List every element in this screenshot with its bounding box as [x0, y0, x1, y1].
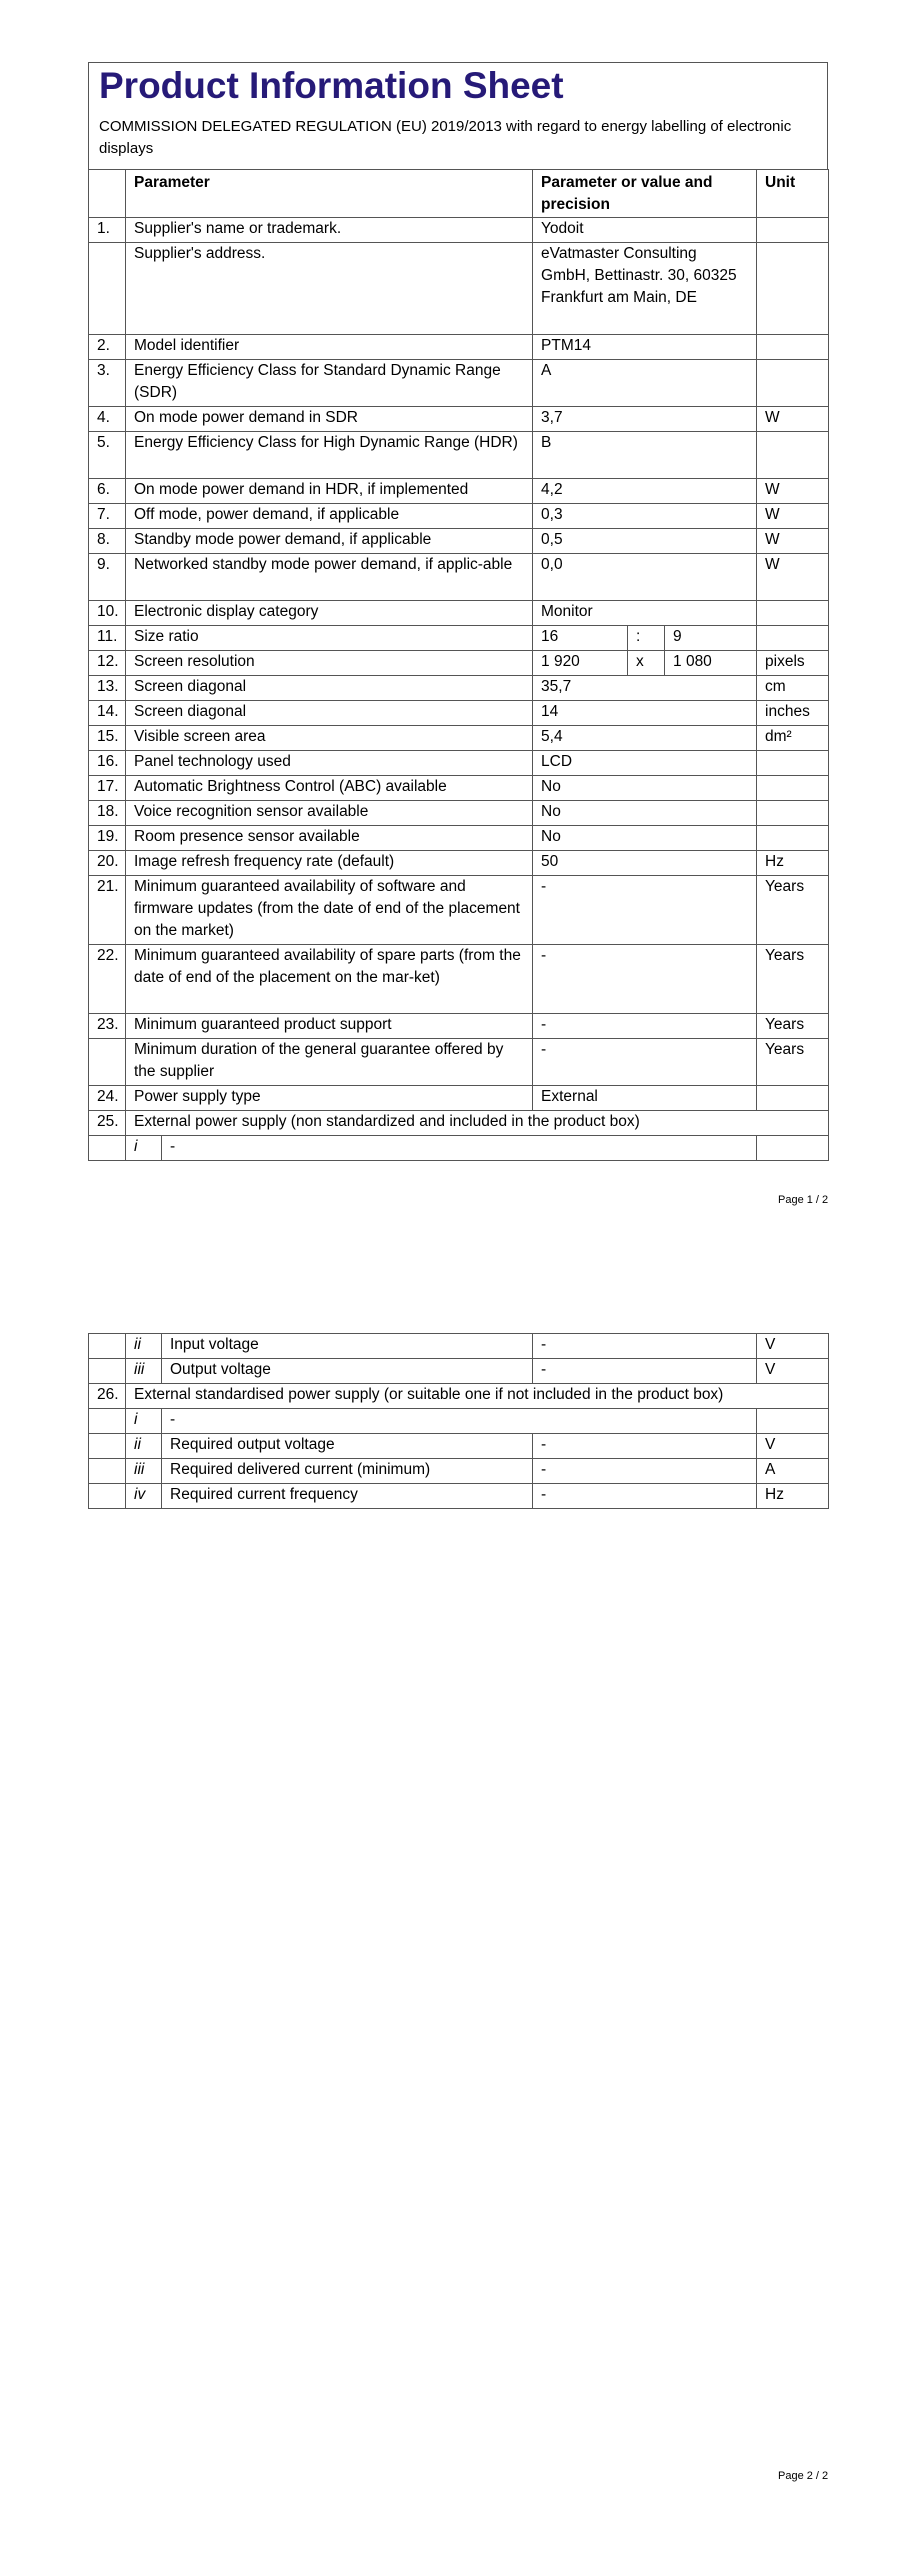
row-parameter: Energy Efficiency Class for Standard Dynamic Range (SDR): [126, 360, 533, 407]
row-value: -: [533, 1039, 757, 1086]
header-parameter: Parameter: [126, 170, 533, 218]
row-parameter: Supplier's name or trademark.: [126, 218, 533, 243]
row-value: Monitor: [533, 601, 757, 626]
row-value-a: 1 920: [533, 651, 628, 676]
header-unit: Unit: [757, 170, 829, 218]
row-unit: Years: [757, 1039, 829, 1086]
row-number-empty: [89, 1409, 126, 1434]
row-parameter: Room presence sensor available: [126, 826, 533, 851]
row-unit: [757, 218, 829, 243]
table-header-row: [89, 170, 829, 218]
row-number-empty: [89, 1459, 126, 1484]
row-unit: [757, 243, 829, 335]
table-row: [89, 1039, 829, 1086]
row-value: 0,3: [533, 504, 757, 529]
row-value: eVatmaster Consulting GmbH, Bettinastr. 30, 60325 Frankfurt am Main, DE: [533, 243, 757, 335]
row-unit: Hz: [757, 851, 829, 876]
row-unit: W: [757, 407, 829, 432]
table-row: [89, 554, 829, 601]
row-number: 8.: [89, 529, 126, 554]
row-unit: cm: [757, 676, 829, 701]
page-number: Page 2 / 2: [778, 2470, 829, 2482]
table-row: [89, 851, 829, 876]
table-row: [89, 945, 829, 1014]
row-number: 26.: [89, 1384, 126, 1409]
row-parameter: On mode power demand in HDR, if implemented: [126, 479, 533, 504]
table-row: [89, 676, 829, 701]
row-unit: [757, 360, 829, 407]
row-unit: Years: [757, 945, 829, 1014]
row-unit-empty: [757, 1136, 829, 1161]
table-row: [89, 701, 829, 726]
row-value: PTM14: [533, 335, 757, 360]
row-number-empty: [89, 1334, 126, 1359]
row-unit: pixels: [757, 651, 829, 676]
table-row: [89, 1086, 829, 1111]
row-parameter: Image refresh frequency rate (default): [126, 851, 533, 876]
sub-value: -: [162, 1136, 757, 1161]
row-value: -: [533, 1014, 757, 1039]
row-unit: V: [757, 1359, 829, 1384]
sub-index: ii: [126, 1434, 162, 1459]
row-parameter: Networked standby mode power demand, if applic-able: [126, 554, 533, 601]
row-parameter: Minimum guaranteed availability of spare parts (from the date of end of the placement on the mar-ket): [126, 945, 533, 1014]
row-number: 14.: [89, 701, 126, 726]
row-number-empty: [89, 1434, 126, 1459]
row-unit: [757, 801, 829, 826]
row-unit: W: [757, 479, 829, 504]
row-unit: [757, 751, 829, 776]
row-number: 12.: [89, 651, 126, 676]
row-parameter: Output voltage: [162, 1359, 533, 1384]
row-value: 35,7: [533, 676, 757, 701]
row-unit: dm²: [757, 726, 829, 751]
table-row: [89, 360, 829, 407]
table-row: [89, 432, 829, 479]
row-parameter: Size ratio: [126, 626, 533, 651]
row-value-b: 9: [665, 626, 757, 651]
row-value: 4,2: [533, 479, 757, 504]
row-parameter: Minimum guaranteed product support: [126, 1014, 533, 1039]
row-parameter: Off mode, power demand, if applicable: [126, 504, 533, 529]
table-row: [89, 504, 829, 529]
row-number: [89, 243, 126, 335]
row-number-empty: [89, 1484, 126, 1509]
row-parameter: Screen diagonal: [126, 701, 533, 726]
row-unit: A: [757, 1459, 829, 1484]
table-row: [89, 801, 829, 826]
row-value: 3,7: [533, 407, 757, 432]
row-number: 6.: [89, 479, 126, 504]
row-value: 14: [533, 701, 757, 726]
row-parameter: Energy Efficiency Class for High Dynamic Range (HDR): [126, 432, 533, 479]
row-number: 18.: [89, 801, 126, 826]
table-row: [89, 776, 829, 801]
row-number: 11.: [89, 626, 126, 651]
row-unit: [757, 776, 829, 801]
sub-index: i: [126, 1136, 162, 1161]
row-number: 1.: [89, 218, 126, 243]
table-row: [89, 218, 829, 243]
table-row: [89, 726, 829, 751]
row-number: 4.: [89, 407, 126, 432]
row-value: -: [533, 1459, 757, 1484]
row-unit: [757, 601, 829, 626]
header-value: Parameter or value and precision: [533, 170, 757, 218]
page-title: Product Information Sheet: [99, 65, 564, 106]
row-parameter: Automatic Brightness Control (ABC) available: [126, 776, 533, 801]
row-value: 50: [533, 851, 757, 876]
row-value-a: 16: [533, 626, 628, 651]
table-subrow: [89, 1136, 829, 1161]
row-number: 5.: [89, 432, 126, 479]
row-unit: V: [757, 1434, 829, 1459]
product-info-table-continued: [88, 1333, 829, 1509]
row-unit: W: [757, 504, 829, 529]
row-unit: W: [757, 529, 829, 554]
row-value: 5,4: [533, 726, 757, 751]
row-parameter: Panel technology used: [126, 751, 533, 776]
row-value: A: [533, 360, 757, 407]
row-number: 9.: [89, 554, 126, 601]
table-row: [89, 243, 829, 335]
row-parameter: Voice recognition sensor available: [126, 801, 533, 826]
row-section-title: External power supply (non standardized and included in the product box): [126, 1111, 829, 1136]
sub-value: -: [162, 1409, 757, 1434]
row-unit: [757, 1086, 829, 1111]
row-number: 24.: [89, 1086, 126, 1111]
table-row: [89, 876, 829, 945]
sub-index: iii: [126, 1459, 162, 1484]
table-row: [89, 407, 829, 432]
row-parameter: Minimum duration of the general guarantee offered by the supplier: [126, 1039, 533, 1086]
row-unit: W: [757, 554, 829, 601]
table-row: [89, 1384, 829, 1409]
page-number: Page 1 / 2: [778, 1194, 829, 1206]
product-info-table: [88, 169, 829, 1161]
row-parameter: Standby mode power demand, if applicable: [126, 529, 533, 554]
row-value: 0,0: [533, 554, 757, 601]
sub-index: i: [126, 1409, 162, 1434]
row-value-separator: :: [628, 626, 665, 651]
row-unit: V: [757, 1334, 829, 1359]
row-unit: [757, 335, 829, 360]
table-row: [89, 601, 829, 626]
row-value: B: [533, 432, 757, 479]
row-value: LCD: [533, 751, 757, 776]
table-row: [89, 826, 829, 851]
row-unit: Years: [757, 1014, 829, 1039]
regulation-subtitle: COMMISSION DELEGATED REGULATION (EU) 2019/2013 with regard to energy labelling of electronic displays: [99, 118, 792, 157]
row-unit-empty: [757, 1409, 829, 1434]
page-2: [0, 1280, 917, 2560]
row-section-title: External standardised power supply (or suitable one if not included in the product box): [126, 1384, 829, 1409]
row-number: 10.: [89, 601, 126, 626]
row-number: 16.: [89, 751, 126, 776]
row-unit: inches: [757, 701, 829, 726]
row-number: 22.: [89, 945, 126, 1014]
row-value: External: [533, 1086, 757, 1111]
table-row: [89, 335, 829, 360]
table-subrow: [89, 1359, 829, 1384]
table-row: [89, 626, 829, 651]
row-value: No: [533, 826, 757, 851]
table-subrow: [89, 1409, 829, 1434]
table-row: [89, 651, 829, 676]
row-unit: [757, 432, 829, 479]
row-number: 2.: [89, 335, 126, 360]
row-parameter: On mode power demand in SDR: [126, 407, 533, 432]
table-subrow: [89, 1459, 829, 1484]
row-parameter: Required delivered current (minimum): [162, 1459, 533, 1484]
row-unit: [757, 826, 829, 851]
table-subrow: [89, 1484, 829, 1509]
row-parameter: Screen diagonal: [126, 676, 533, 701]
sub-index: ii: [126, 1334, 162, 1359]
row-value: -: [533, 1359, 757, 1384]
table-subrow: [89, 1334, 829, 1359]
row-parameter: Screen resolution: [126, 651, 533, 676]
row-number: 17.: [89, 776, 126, 801]
row-number: 7.: [89, 504, 126, 529]
row-value: Yodoit: [533, 218, 757, 243]
table-row: [89, 479, 829, 504]
table-subrow: [89, 1434, 829, 1459]
row-value: -: [533, 876, 757, 945]
row-value: 0,5: [533, 529, 757, 554]
row-value: No: [533, 776, 757, 801]
row-parameter: Model identifier: [126, 335, 533, 360]
row-parameter: Visible screen area: [126, 726, 533, 751]
row-unit: [757, 626, 829, 651]
sub-index: iv: [126, 1484, 162, 1509]
row-number: 23.: [89, 1014, 126, 1039]
row-value-b: 1 080: [665, 651, 757, 676]
row-number: 21.: [89, 876, 126, 945]
row-parameter: Input voltage: [162, 1334, 533, 1359]
row-number: 15.: [89, 726, 126, 751]
sub-index: iii: [126, 1359, 162, 1384]
row-unit: Years: [757, 876, 829, 945]
row-value: -: [533, 1334, 757, 1359]
table-row: [89, 529, 829, 554]
row-value-separator: x: [628, 651, 665, 676]
row-parameter: Electronic display category: [126, 601, 533, 626]
table-row: [89, 1014, 829, 1039]
row-value: -: [533, 945, 757, 1014]
row-parameter: Supplier's address.: [126, 243, 533, 335]
table-row: [89, 751, 829, 776]
row-number: 3.: [89, 360, 126, 407]
row-number: 19.: [89, 826, 126, 851]
row-value: -: [533, 1484, 757, 1509]
row-parameter: Required current frequency: [162, 1484, 533, 1509]
row-parameter: Power supply type: [126, 1086, 533, 1111]
row-parameter: Required output voltage: [162, 1434, 533, 1459]
row-unit: Hz: [757, 1484, 829, 1509]
header-num: [89, 170, 126, 218]
row-value: No: [533, 801, 757, 826]
sheet-header: [88, 62, 828, 170]
row-value: -: [533, 1434, 757, 1459]
row-number-empty: [89, 1136, 126, 1161]
table-row: [89, 1111, 829, 1136]
row-number: 13.: [89, 676, 126, 701]
row-number: [89, 1039, 126, 1086]
row-number: 20.: [89, 851, 126, 876]
row-number: 25.: [89, 1111, 126, 1136]
row-parameter: Minimum guaranteed availability of software and firmware updates (from the date of end of the placement on the market): [126, 876, 533, 945]
row-number-empty: [89, 1359, 126, 1384]
